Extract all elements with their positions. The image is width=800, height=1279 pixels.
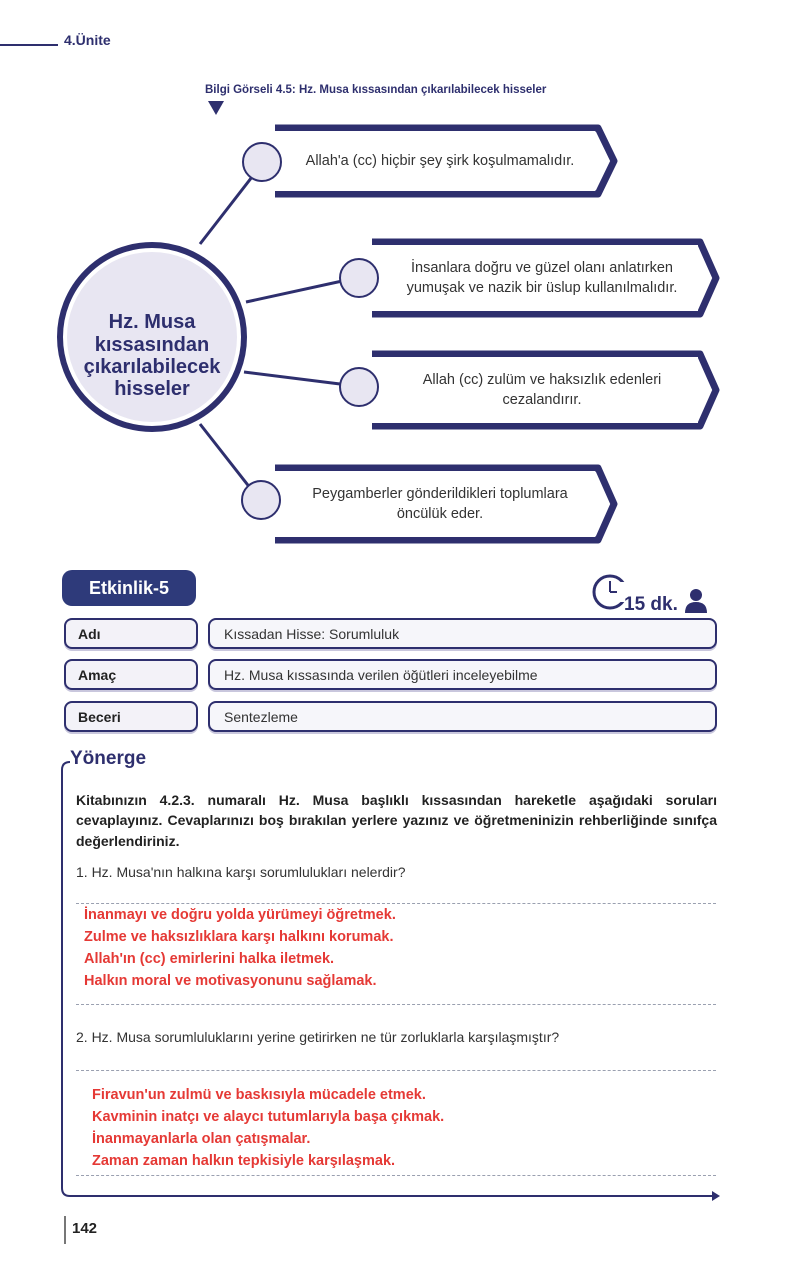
- row-value-aim: Hz. Musa kıssasında verilen öğütleri inceleyebilme: [208, 659, 717, 690]
- answer-line: [76, 1004, 716, 1005]
- activity-title: Etkinlik-5: [62, 570, 196, 606]
- answer-1-2: Zulme ve haksızlıklara karşı halkını korumak.: [84, 929, 394, 946]
- directive-title: Yönerge: [70, 748, 147, 769]
- row-value-name: Kıssadan Hisse: Sorumluluk: [208, 618, 717, 649]
- answer-1-1: İnanmayı ve doğru yolda yürümeyi öğretmek.: [84, 907, 396, 923]
- page-number: 142: [72, 1220, 98, 1237]
- page-number-rule: [64, 1216, 66, 1244]
- row-label-skill: Beceri: [64, 701, 198, 732]
- answer-2-2: Kavminin inatçı ve alaycı tutumlarıyla başa çıkmak.: [92, 1109, 445, 1126]
- question-2: 2. Hz. Musa sorumluluklarını yerine getirirken ne tür zorluklarla karşılaşmıştır?: [76, 1029, 560, 1045]
- answer-block-1: [84, 904, 396, 992]
- answer-line: [76, 1175, 716, 1176]
- answer-1-4: Halkın moral ve motivasyonunu sağlamak.: [84, 973, 377, 990]
- person-icon: [684, 588, 708, 614]
- activity-duration: 15 dk.: [624, 594, 678, 615]
- answer-2-4: Zaman zaman halkın tepkisiyle karşılaşmak.: [92, 1153, 396, 1170]
- question-1: 1. Hz. Musa'nın halkına karşı sorumlulukları nelerdir?: [76, 864, 406, 880]
- diagram-item-3: Allah (cc) zulüm ve haksızlık edenleri cezalandırır.: [422, 371, 662, 408]
- frame-arrow-icon: [712, 1191, 720, 1201]
- answer-line: [76, 1070, 716, 1071]
- unit-label: 4.Ünite: [64, 32, 111, 48]
- row-label-name: Adı: [64, 618, 198, 649]
- figure-caption: Bilgi Görseli 4.5: Hz. Musa kıssasından çıkarılabilecek hisseler: [205, 84, 547, 96]
- answer-2-3: İnanmayanlarla olan çatışmalar.: [92, 1131, 311, 1148]
- answer-block-2: [92, 1084, 444, 1172]
- row-label-aim: Amaç: [64, 659, 198, 690]
- answer-2-1: Firavun'un zulmü ve baskısıyla mücadele etmek.: [92, 1087, 426, 1103]
- diagram-item-4: Peygamberler gönderildikleri toplumlara öncülük eder.: [312, 485, 568, 522]
- diagram-item-1: Allah'a (cc) hiçbir şey şirk koşulmamalıdır.: [305, 152, 575, 169]
- directive-text: Kitabınızın 4.2.3. numaralı Hz. Musa başlıklı kıssasından hareketle aşağıdaki soruları cevaplayınız. Cevaplarınızı boş bırakılan yerlere yazınız ve öğretmeninizin rehberliğinde sınıfça değerlendiriniz.: [76, 792, 717, 849]
- diagram-center-title: Hz. Musa kıssasından çıkarılabilecek hisseler: [83, 311, 221, 401]
- row-value-skill: Sentezleme: [208, 701, 717, 732]
- diagram-item-2: İnsanlara doğru ve güzel olanı anlatırken yumuşak ve nazik bir üslup kullanılmalıdır.: [406, 259, 678, 296]
- answer-1-3: Allah'ın (cc) emirlerini halka iletmek.: [84, 951, 335, 968]
